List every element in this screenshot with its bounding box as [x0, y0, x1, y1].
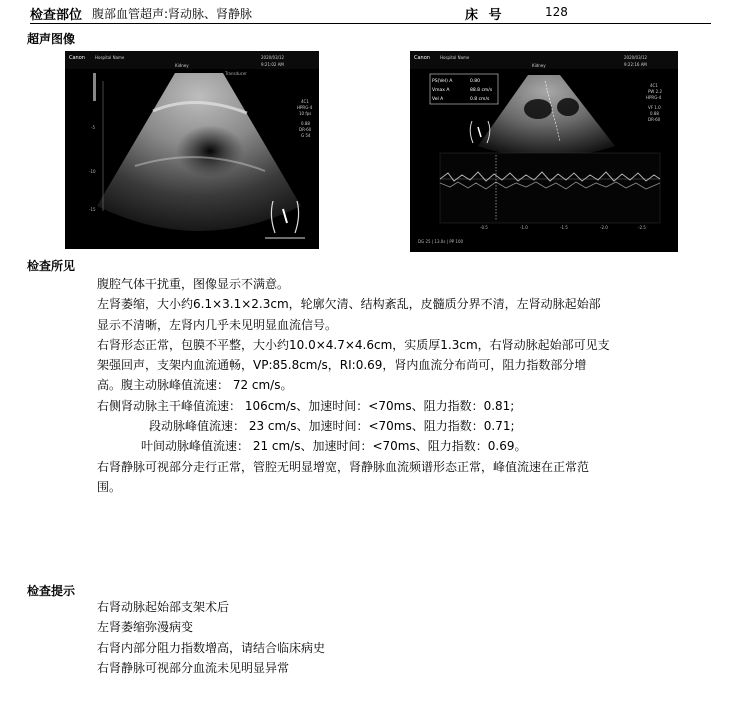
left-brand: Canon	[69, 55, 85, 61]
right-doppler-tick-2: -1.5	[560, 225, 568, 230]
left-param-4: DR-60	[299, 127, 312, 132]
left-param-0: 4C1	[301, 99, 309, 104]
tips-line: 右肾内部分阻力指数增高，请结合临床病史	[97, 640, 326, 655]
findings-line: 右侧肾动脉主干峰值流速： 106cm/s、加速时间：<70ms、阻力指数：0.81;	[97, 398, 515, 413]
ultrasound-image-right	[410, 51, 678, 252]
left-param-2: 10 fps	[299, 111, 312, 116]
ultrasound-image-left	[65, 51, 319, 249]
tips-line: 左肾萎缩弥漫病变	[97, 620, 194, 635]
right-param-1: PW 2.2	[648, 89, 662, 94]
left-hospital: Hospital Name	[95, 55, 125, 60]
exam-site-value: 腹部血管超声:肾动脉、肾静脉	[92, 7, 253, 21]
report-header	[0, 0, 730, 24]
tips-line: 右肾动脉起始部支架术后	[97, 600, 230, 614]
findings-line: 显示不清晰，左肾内几乎未见明显血流信号。	[97, 317, 338, 332]
right-doppler-tick-4: -2.5	[638, 225, 646, 230]
bed-value: 128	[545, 5, 568, 19]
right-doppler-spectrum	[440, 153, 660, 223]
findings-section-title: 检查所见	[27, 259, 76, 273]
right-meas-label-0: PS(Vel) A	[432, 79, 453, 84]
right-param-3: VF 1.0	[648, 105, 661, 110]
ultrasound-image-left-canvas	[65, 51, 319, 249]
left-time: 9:21:02 AM	[261, 62, 284, 67]
right-date: 2020/03/12	[624, 55, 648, 60]
right-meas-label-2: Vel A	[432, 97, 444, 102]
tips-line: 右肾静脉可视部分血流未见明显异常	[97, 660, 290, 675]
findings-line: 段动脉峰值流速： 23 cm/s、加速时间：<70ms、阻力指数：0.71;	[149, 419, 515, 434]
right-meas-value-2: 0.8 cm/s	[470, 97, 490, 102]
left-param-3: 0.88	[301, 121, 310, 126]
left-param-1: HPRG-4	[297, 105, 313, 110]
findings-line: 右肾静脉可视部分走行正常，管腔无明显增宽，肾静脉血流频谱形态正常，峰值流速在正常范	[97, 459, 590, 474]
findings-body	[97, 274, 715, 497]
right-doppler-tick-3: -2.0	[600, 225, 608, 230]
right-param-2: HPRG-4	[646, 95, 662, 100]
right-doppler-tick-1: -1.0	[520, 225, 528, 230]
right-meas-label-1: Vmax A	[432, 88, 450, 93]
findings-line: 腹腔气体干扰重，图像显示不满意。	[97, 277, 290, 291]
findings-line: 围。	[97, 479, 122, 494]
left-scale-5: -5	[91, 125, 95, 130]
right-meas-value-0: 0.80	[470, 79, 481, 84]
left-scale-15: -15	[89, 207, 96, 212]
right-doppler-footer: DG 25 | 13.0s | PP 100	[418, 239, 464, 244]
exam-site-label: 检查部位	[30, 8, 83, 23]
header-divider	[30, 23, 711, 24]
tips-body	[97, 597, 325, 678]
findings-line: 叶间动脉峰值流速： 21 cm/s、加速时间：<70ms、阻力指数：0.69。	[141, 439, 527, 454]
findings-line: 左肾萎缩，大小约6.1×3.1×2.3cm，轮廓欠清、结构紊乱，皮髓质分界不清，左肾动脉起始部	[97, 297, 601, 312]
right-param-5: DR-60	[648, 117, 661, 122]
findings-line: 右肾形态正常，包膜不平整，大小约10.0×4.7×4.6cm，实质厚1.3cm，右肾动脉起始部可见支	[97, 337, 610, 352]
left-param-5: G 54	[301, 133, 311, 138]
right-doppler-tick-0: -0.5	[480, 225, 488, 230]
right-param-4: 0.88	[650, 111, 659, 116]
right-preset: Kidney	[532, 63, 546, 68]
bed-label: 床 号	[465, 8, 505, 23]
right-param-0: 4C1	[650, 83, 658, 88]
ultrasound-image-right-canvas	[410, 51, 678, 252]
left-hypoechoic-region	[176, 125, 244, 177]
tips-section-title: 检查提示	[27, 584, 76, 598]
left-preset: Kidney	[175, 63, 189, 68]
left-date: 2020/03/12	[261, 55, 285, 60]
right-time: 9:22:16 AM	[624, 62, 647, 67]
right-brand: Canon	[414, 55, 430, 61]
right-meas-value-1: 88.8 cm/s	[470, 88, 493, 93]
findings-line: 高。腹主动脉峰值流速： 72 cm/s。	[97, 378, 293, 393]
left-scale-10: -10	[89, 169, 96, 174]
images-section-title: 超声图像	[27, 32, 76, 46]
left-probe: Transducer	[225, 71, 247, 76]
right-hospital: Hospital Name	[440, 55, 470, 60]
findings-line: 架强回声，支架内血流通畅，VP:85.8cm/s，RI:0.69，肾内血流分布尚可，阻力指数部分增	[97, 358, 587, 373]
